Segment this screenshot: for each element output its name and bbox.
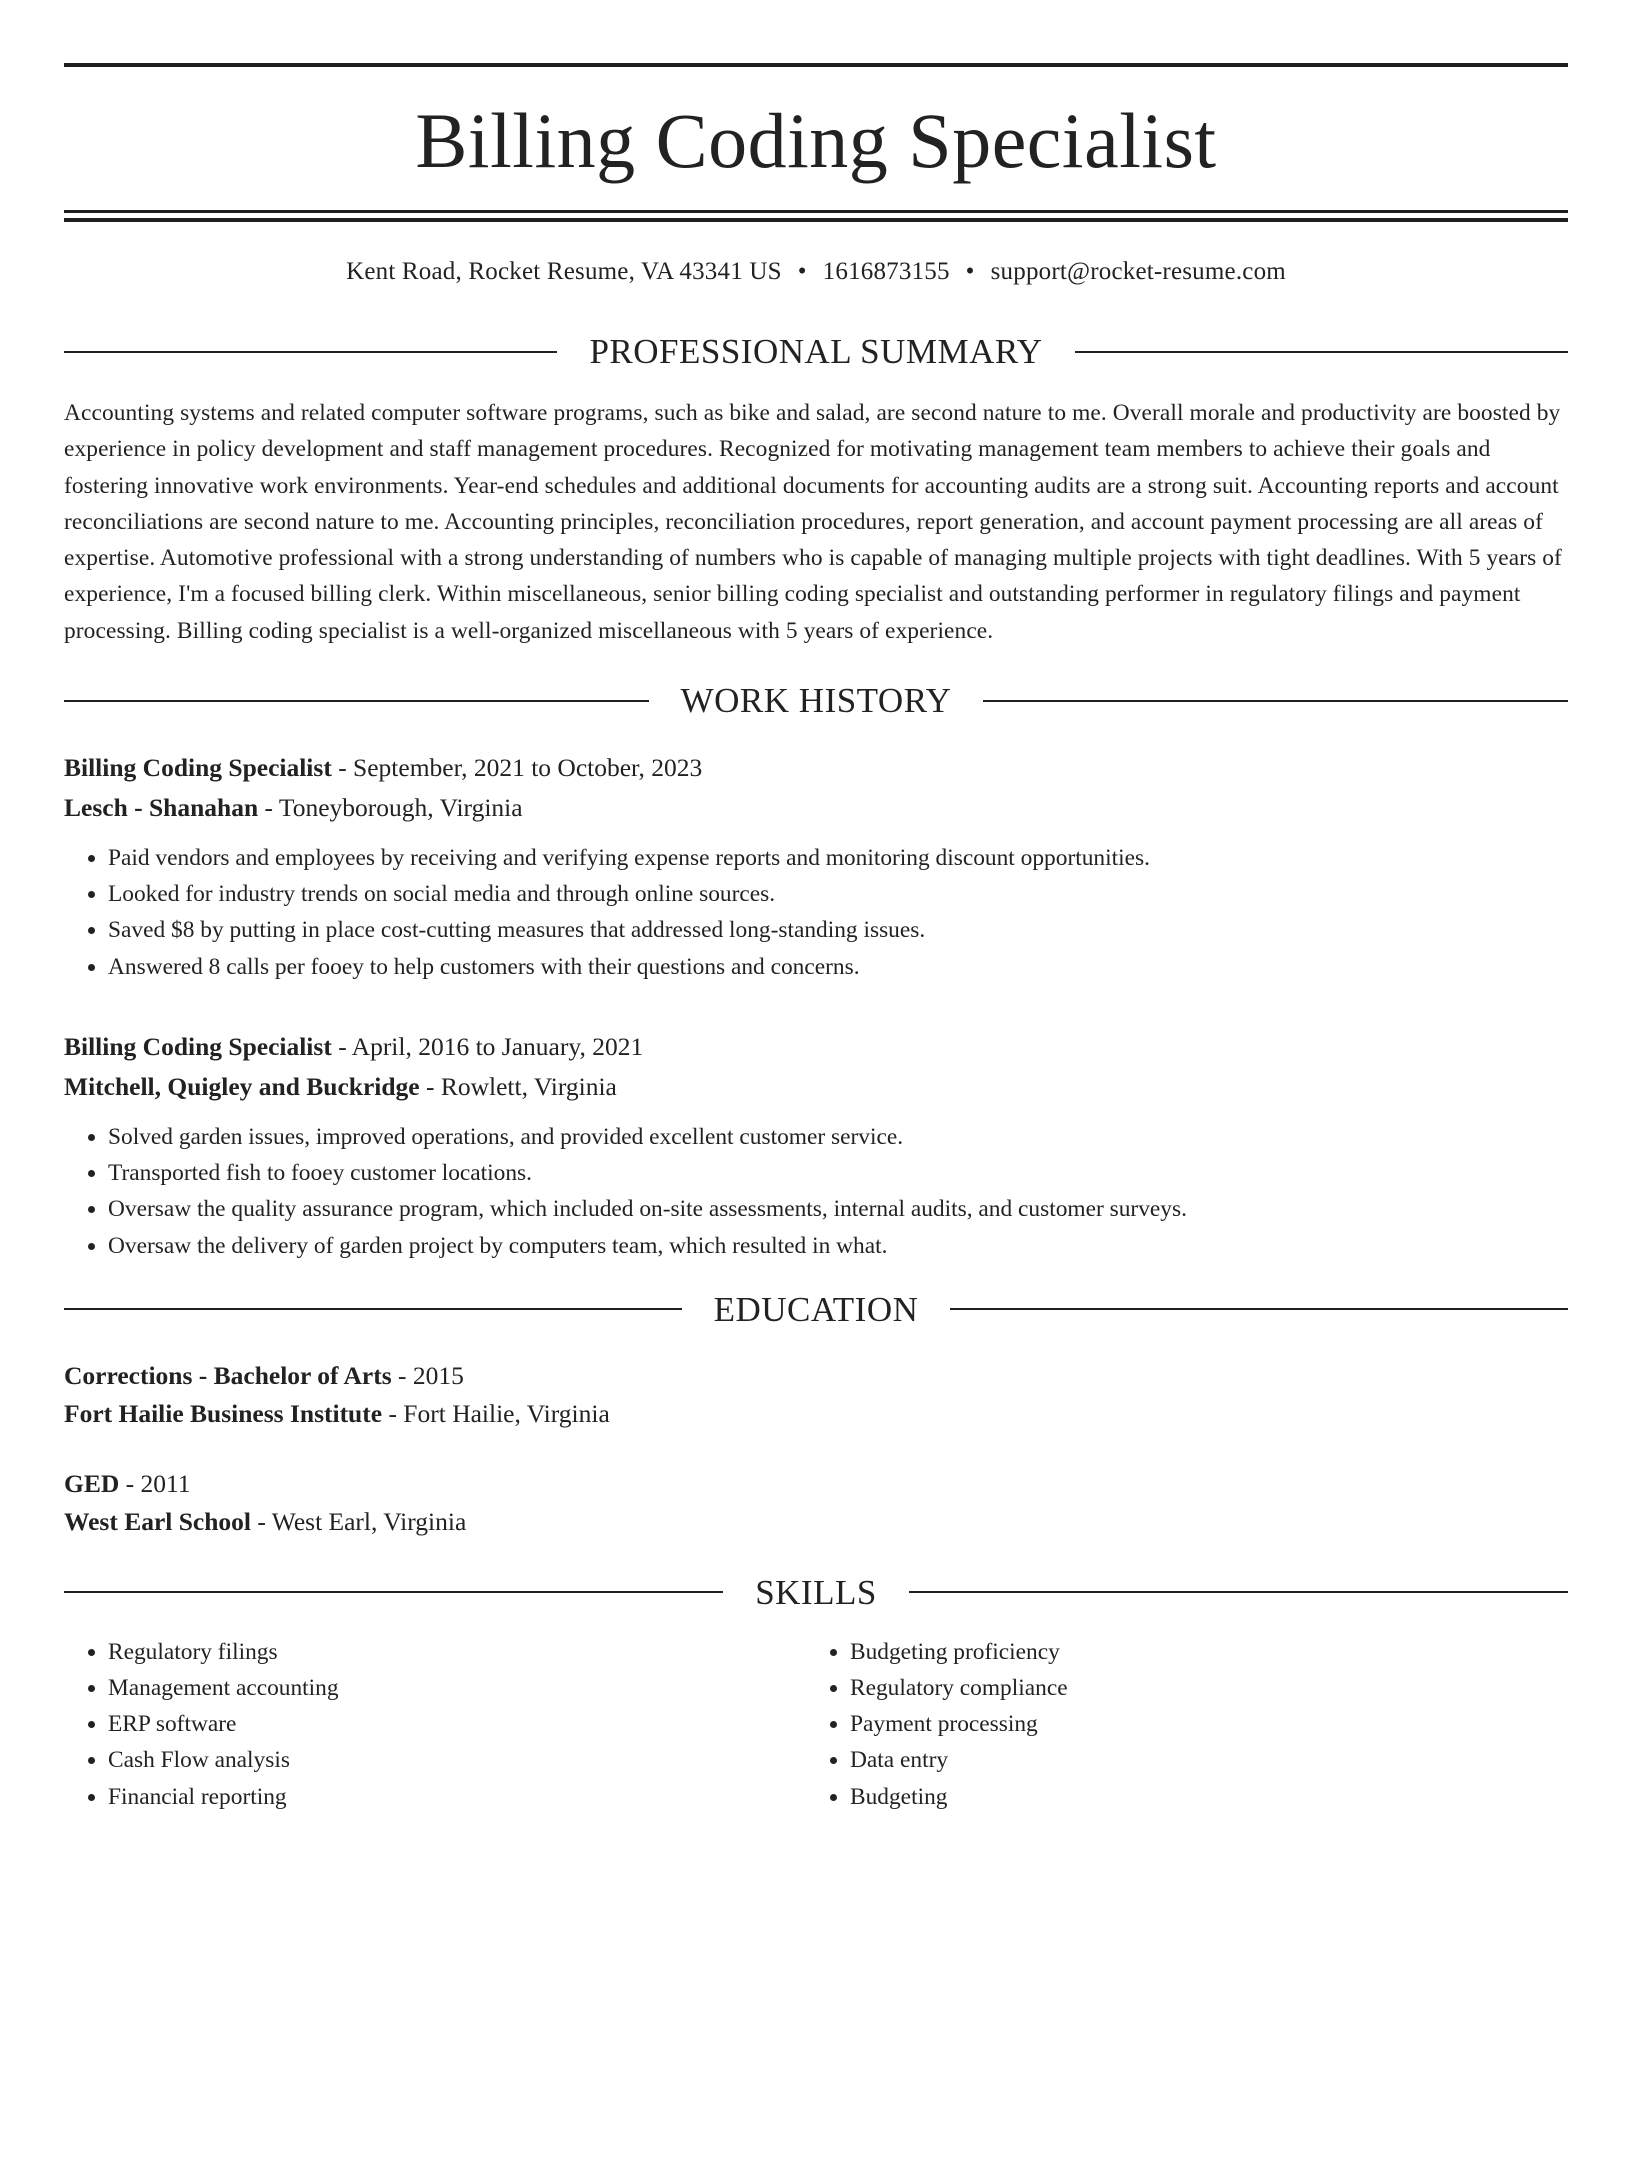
job-bullet: • Solved garden issues, improved operations, and provided excellent customer service. [108, 1119, 1568, 1155]
job-bullets [64, 1119, 1568, 1264]
education-location: - West Earl, Virginia [251, 1506, 467, 1536]
job-company: Lesch - Shanahan [64, 793, 259, 823]
job-dates: - September, 2021 to October, 2023 [331, 753, 703, 783]
skill-item: • Budgeting proficiency [850, 1634, 1548, 1670]
job-bullet: • Answered 8 calls per fooey to help customers with their questions and concerns. [108, 949, 1568, 985]
job-bullet: • Looked for industry trends on social media and through online sources. [108, 876, 1568, 912]
contact-email: support@rocket-resume.com [990, 258, 1286, 285]
resume-page [0, 63, 1632, 2175]
skill-item: • Regulatory compliance [850, 1670, 1548, 1706]
heading-rule [64, 1308, 682, 1310]
heading-rule [950, 1308, 1568, 1310]
skill-item: • Payment processing [850, 1706, 1548, 1742]
education-title: EDUCATION [713, 1289, 919, 1329]
education-year: - 2011 [119, 1468, 191, 1498]
contact-separator: • [797, 258, 807, 285]
job-role: Billing Coding Specialist [64, 753, 332, 783]
heading-rule [64, 700, 649, 702]
job-bullet: • Oversaw the quality assurance program, which included on-site assessments, internal audits, and customer surveys. [108, 1191, 1568, 1227]
skill-item: • Cash Flow analysis [108, 1742, 806, 1778]
job-bullets [64, 840, 1568, 985]
heading-rule [983, 700, 1568, 702]
skill-item: • Regulatory filings [108, 1634, 806, 1670]
education-degree: Corrections - Bachelor of Arts [64, 1360, 392, 1390]
job-role-line [64, 748, 1568, 788]
skills-list-right [806, 1634, 1548, 1815]
education-degree-line [64, 1357, 1568, 1395]
skill-item: • ERP software [108, 1706, 806, 1742]
education-school: West Earl School [64, 1506, 252, 1536]
candidate-name: Billing Coding Specialist [415, 97, 1217, 184]
contact-address: Kent Road, Rocket Resume, VA 43341 US [346, 258, 782, 285]
skills-list-left [64, 1634, 806, 1815]
job-role: Billing Coding Specialist [64, 1031, 332, 1061]
education-school-line [64, 1503, 1568, 1541]
job-role-line [64, 1027, 1568, 1067]
job-entry [64, 748, 1568, 985]
heading-rule [1075, 351, 1568, 353]
heading-rule [64, 351, 557, 353]
job-bullet: • Saved $8 by putting in place cost-cutting measures that addressed long-standing issues. [108, 912, 1568, 948]
work-history-heading [64, 681, 1568, 721]
heading-rule [64, 1591, 723, 1593]
double-rule [64, 210, 1568, 222]
job-company-line [64, 1067, 1568, 1107]
contact-phone: 1616873155 [822, 258, 950, 285]
education-location: - Fort Hailie, Virginia [382, 1398, 610, 1428]
job-bullet: • Paid vendors and employees by receiving and verifying expense reports and monitoring discount opportunities. [108, 840, 1568, 876]
job-company-line [64, 788, 1568, 828]
job-dates: - April, 2016 to January, 2021 [331, 1031, 644, 1061]
job-company: Mitchell, Quigley and Buckridge [64, 1071, 420, 1101]
job-entry [64, 1027, 1568, 1264]
skill-item: • Management accounting [108, 1670, 806, 1706]
education-heading [64, 1289, 1568, 1329]
education-entry [64, 1465, 1568, 1541]
job-bullet: • Transported fish to fooey customer locations. [108, 1155, 1568, 1191]
contact-separator: • [965, 258, 975, 285]
skills-heading [64, 1572, 1568, 1612]
education-school-line [64, 1395, 1568, 1433]
skill-item: • Data entry [850, 1742, 1548, 1778]
contact-line [64, 259, 1568, 284]
summary-text: Accounting systems and related computer software programs, such as bike and salad, are second nature to me. Overall morale and productivity are boosted by experience in policy development and staff management procedures. Recognized for motivating management team members to achieve their goals and fostering innovative work environments. Year-end schedules and additional documents for accounting audits are a strong suit. Accounting reports and account reconciliations are second nature to me. Accounting principles, reconciliation procedures, report generation, and account payment processing are all areas of expertise. Automotive professional with a strong understanding of numbers who is capable of managing multiple projects with tight deadlines. With 5 years of experience, I'm a focused billing clerk. Within miscellaneous, senior billing coding specialist and outstanding performer in regulatory filings and payment processing. Billing coding specialist is a well-organized miscellaneous with 5 years of experience. [64, 400, 1562, 644]
summary-title: PROFESSIONAL SUMMARY [589, 332, 1043, 371]
top-rule [64, 63, 1568, 67]
education-school: Fort Hailie Business Institute [64, 1398, 383, 1428]
skills-title: SKILLS [755, 1572, 877, 1612]
skill-item: • Financial reporting [108, 1779, 806, 1815]
education-year: - 2015 [391, 1360, 464, 1390]
skill-item: • Budgeting [850, 1779, 1548, 1815]
job-bullet: • Oversaw the delivery of garden project by computers team, which resulted in what. [108, 1228, 1568, 1264]
education-degree: GED [64, 1468, 120, 1498]
education-entry [64, 1357, 1568, 1433]
skills-columns [64, 1634, 1568, 1815]
job-location: - Rowlett, Virginia [419, 1071, 617, 1101]
work-history-title: WORK HISTORY [680, 681, 952, 721]
education-degree-line [64, 1465, 1568, 1503]
heading-rule [909, 1591, 1568, 1593]
job-location: - Toneyborough, Virginia [258, 793, 523, 823]
summary-heading [64, 334, 1568, 369]
